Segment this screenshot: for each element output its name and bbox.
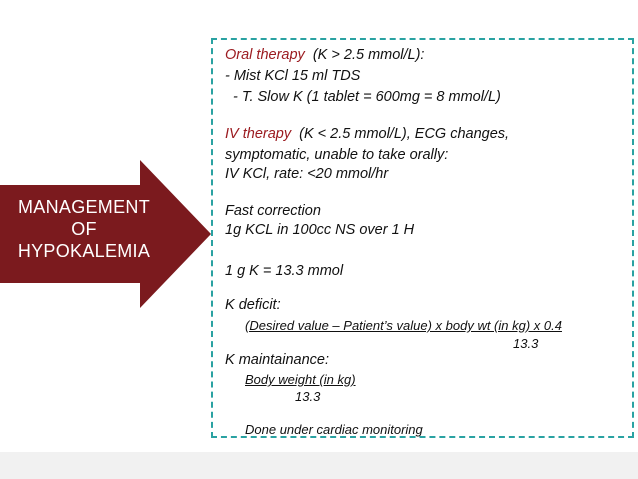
k-deficit-label: K deficit: xyxy=(225,297,281,313)
oral-therapy-item-1: - Mist KCl 15 ml TDS xyxy=(225,68,361,84)
slide-title xyxy=(4,196,164,262)
iv-therapy-criteria: (K < 2.5 mmol/L), ECG changes, xyxy=(291,126,510,142)
k-maintenance-formula: Body weight (in kg) xyxy=(245,372,356,387)
k-maintenance-divisor: 13.3 xyxy=(295,389,321,404)
k-maintenance-label: K maintainance: xyxy=(225,352,329,368)
oral-therapy-criteria: (K > 2.5 mmol/L): xyxy=(304,47,425,63)
k-deficit-divisor: 13.3 xyxy=(513,336,539,351)
slide-title-line-2: OF xyxy=(71,219,97,239)
content-box xyxy=(211,38,634,438)
k-deficit-formula: (Desired value – Patient’s value) x body wt (in kg) x 0.4 xyxy=(245,318,562,333)
fast-correction-heading: Fast correction xyxy=(225,203,321,219)
slide-title-line-3: HYPOKALEMIA xyxy=(17,241,151,261)
iv-therapy-label: IV therapy xyxy=(225,126,292,142)
oral-therapy-label: Oral therapy xyxy=(225,47,305,63)
conversion-note: 1 g K = 13.3 mmol xyxy=(225,263,344,279)
iv-therapy-line-2: symptomatic, unable to take orally: xyxy=(225,147,449,163)
oral-therapy-item-2: - T. Slow K (1 tablet = 600mg = 8 mmol/L) xyxy=(225,89,501,105)
oral-therapy-heading xyxy=(225,46,424,64)
fast-correction-dose: 1g KCL in 100cc NS over 1 H xyxy=(225,222,415,238)
iv-therapy-line-3: IV KCl, rate: <20 mmol/hr xyxy=(225,166,389,182)
slide-title-line-1: MANAGEMENT xyxy=(17,197,150,217)
iv-therapy-heading xyxy=(225,125,509,143)
monitoring-note: Done under cardiac monitoring xyxy=(245,422,423,437)
